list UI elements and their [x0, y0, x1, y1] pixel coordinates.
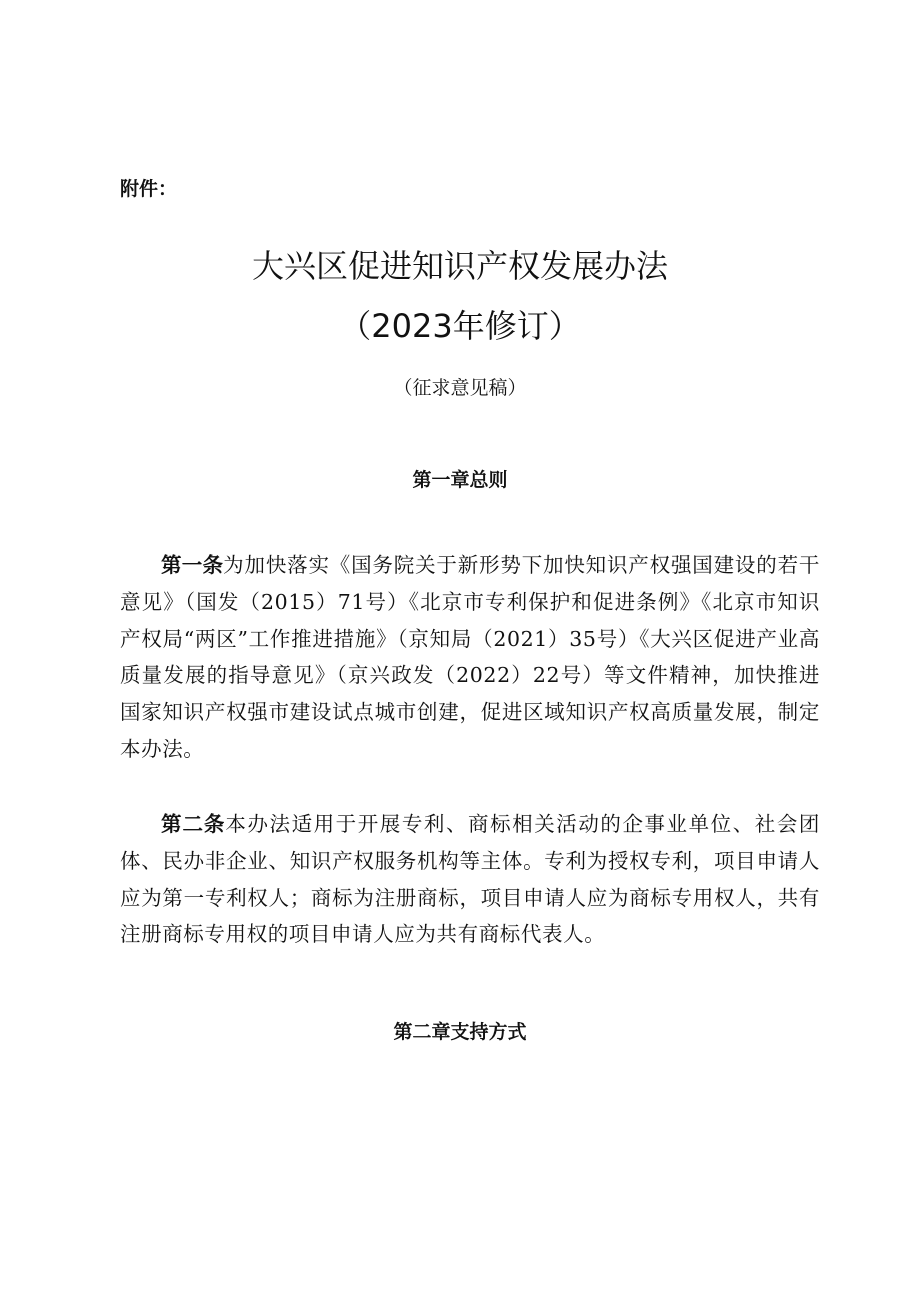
article-one-text: 为加快落实《国务院关于新形势下加快知识产权强国建设的若干意见》（国发（2015）71号）《北京市专利保护和促进条例》《北京市知识产权局“两区”工作推进措施》（京知局（2021）35号）《大兴区促进产业高质量发展的指导意见》（京兴政发（2022）22号）等文件精神，加快推进国家知识产权强市建设试点城市创建，促进区域知识产权高质量发展，制定本办法。	[120, 553, 820, 761]
article-two-text: 本办法适用于开展专利、商标相关活动的企事业单位、社会团体、民办非企业、知识产权服务机构等主体。专利为授权专利，项目申请人应为第一专利权人；商标为注册商标，项目申请人应为商标专用权人，共有注册商标专用权的项目申请人应为共有商标代表人。	[120, 812, 821, 947]
article-one-label: 第一条	[161, 553, 224, 577]
article-one	[120, 547, 820, 768]
revision-year: （2023年修订）	[339, 307, 581, 345]
article-two	[120, 806, 820, 953]
chapter-two-heading: 第二章支持方式	[393, 1021, 527, 1043]
chapter-one-heading: 第一章总则	[412, 469, 508, 491]
document-title: 大兴区促进知识产权发展办法	[251, 247, 668, 285]
article-two-label: 第二条	[161, 812, 226, 836]
attachment-label: 附件：	[120, 178, 178, 200]
draft-note: （征求意见稿）	[393, 377, 527, 399]
